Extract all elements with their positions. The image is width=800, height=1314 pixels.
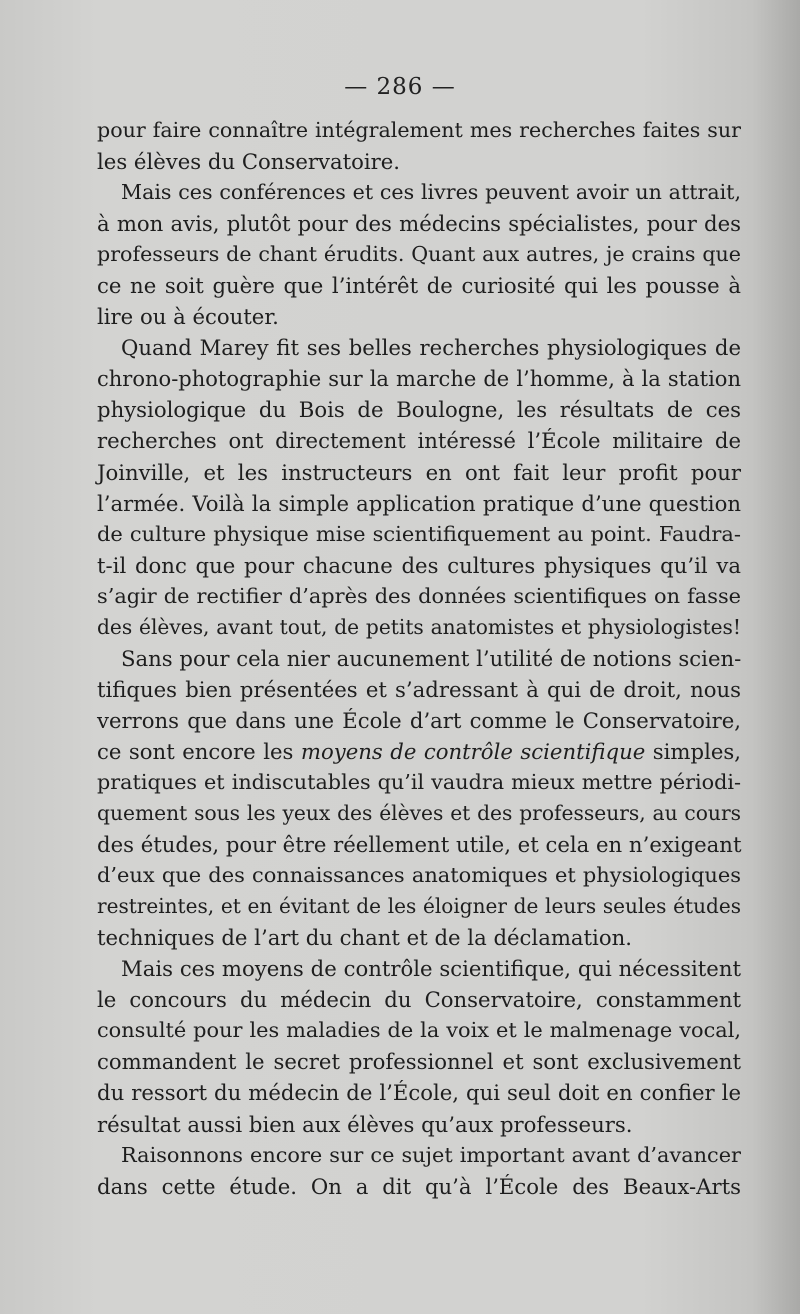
text-line-content: consulté pour les maladies de la voix et le malmenage vocal, xyxy=(97,1018,741,1043)
text-line xyxy=(97,1046,741,1077)
text-line xyxy=(97,239,741,270)
text-line xyxy=(97,115,741,146)
text-line-content: restreintes, et en évitant de les éloigner de leurs seules études xyxy=(97,894,741,919)
text-line xyxy=(97,301,741,332)
text-line xyxy=(97,1109,741,1140)
text-line-content: lire ou à écouter. xyxy=(97,304,279,330)
text-line-content: ce ne soit guère que l’intérêt de curiosité qui les pousse à xyxy=(97,273,741,299)
text-line xyxy=(97,674,741,705)
text-line-content: d’eux que des connaissances anatomiques et physiologiques xyxy=(97,863,741,888)
text-line-content: professeurs de chant érudits. Quant aux autres, je crains que xyxy=(97,242,741,267)
text-line-content: commandent le secret professionnel et sont exclusivement xyxy=(97,1049,741,1075)
text-line-content: l’armée. Voilà la simple application pratique d’une question xyxy=(97,490,741,516)
text-line xyxy=(97,581,741,612)
text-line xyxy=(97,705,741,736)
text-line-content: verrons que dans une École d’art comme le Conservatoire, xyxy=(97,707,741,733)
text-line-content: les élèves du Conservatoire. xyxy=(97,149,401,175)
text-line xyxy=(97,736,741,767)
text-line-content: s’agir de rectifier d’après des données scientifiques on fasse xyxy=(97,583,741,608)
text-line-content: physiologique du Bois de Boulogne, les résultats de ces xyxy=(97,397,741,423)
text-line-tail: simples, xyxy=(645,738,742,764)
text-line-content: ce sont encore les xyxy=(97,738,294,764)
text-line-content: résultat aussi bien aux élèves qu’aux professeurs. xyxy=(97,1111,633,1137)
text-line-content: quement sous les yeux des élèves et des professeurs, au cours xyxy=(97,801,741,826)
text-line xyxy=(97,1077,741,1108)
text-line-content: t-il donc que pour chacune des cultures physiques qu’il va xyxy=(97,552,741,578)
text-line-content: à mon avis, plutôt pour des médecins spécialistes, pour des xyxy=(97,211,741,237)
text-line xyxy=(97,891,741,922)
text-line-content: Raisonnons encore sur ce sujet important avant d’avancer xyxy=(121,1142,741,1167)
text-line xyxy=(97,208,741,239)
text-line-content: techniques de l’art du chant et de la déclamation. xyxy=(97,925,632,951)
text-line xyxy=(97,146,741,177)
body-text xyxy=(97,115,741,1202)
text-line xyxy=(97,488,741,519)
text-line-content: des élèves, avant tout, de petits anatomistes et physiologistes! xyxy=(97,614,741,639)
text-line xyxy=(97,550,741,581)
text-line xyxy=(97,829,741,860)
text-line-content: Quand Marey fit ses belles recherches physiologiques de xyxy=(121,335,741,361)
text-line xyxy=(97,767,741,798)
text-line xyxy=(97,177,741,208)
text-line xyxy=(97,798,741,829)
text-line xyxy=(97,953,741,984)
text-line-content: des études, pour être réellement utile, et cela en n’exigeant xyxy=(97,832,742,858)
text-line-content: le concours du médecin du Conservatoire, constamment xyxy=(97,987,741,1013)
text-line xyxy=(97,394,741,425)
text-line xyxy=(97,363,741,394)
text-line-content: Mais ces conférences et ces livres peuvent avoir un attrait, xyxy=(121,180,741,205)
text-line xyxy=(97,519,741,550)
text-line-content: recherches ont directement intéressé l’École militaire de xyxy=(97,428,741,454)
text-line xyxy=(97,643,741,674)
text-line-content: pratiques et indiscutables qu’il vaudra mieux mettre périodi- xyxy=(97,769,741,794)
text-line xyxy=(97,984,741,1015)
text-line-content: Joinville, et les instructeurs en ont fait leur profit pour xyxy=(97,459,741,485)
text-line-content: du ressort du médecin de l’École, qui seul doit en confier le xyxy=(97,1080,741,1106)
text-line-content: pour faire connaître intégralement mes recherches faites sur xyxy=(97,118,741,142)
text-line-content: Mais ces moyens de contrôle scientifique, qui nécessitent xyxy=(121,956,741,982)
text-line xyxy=(97,1015,741,1046)
text-line xyxy=(97,457,741,488)
text-line xyxy=(97,270,741,301)
text-line-content: de culture physique mise scientifiquement au point. Faudra- xyxy=(97,521,741,546)
text-line-content: chrono-photographie sur la marche de l’homme, à la station xyxy=(97,366,741,392)
italic-phrase: moyens de contrôle scientifique xyxy=(300,738,646,764)
text-line xyxy=(97,612,741,643)
text-line xyxy=(97,332,741,363)
page-number: — 286 — xyxy=(344,74,456,100)
text-line xyxy=(97,860,741,891)
text-line xyxy=(97,1171,741,1202)
text-line-content: Sans pour cela nier aucunement l’utilité de notions scien- xyxy=(121,645,742,671)
text-line-content: dans cette étude. On a dit qu’à l’École des Beaux-Arts xyxy=(97,1173,741,1199)
text-line xyxy=(97,922,741,953)
text-line-content: tifiques bien présentées et s’adressant à qui de droit, nous xyxy=(97,676,741,702)
text-line xyxy=(97,425,741,456)
text-line xyxy=(97,1140,741,1171)
